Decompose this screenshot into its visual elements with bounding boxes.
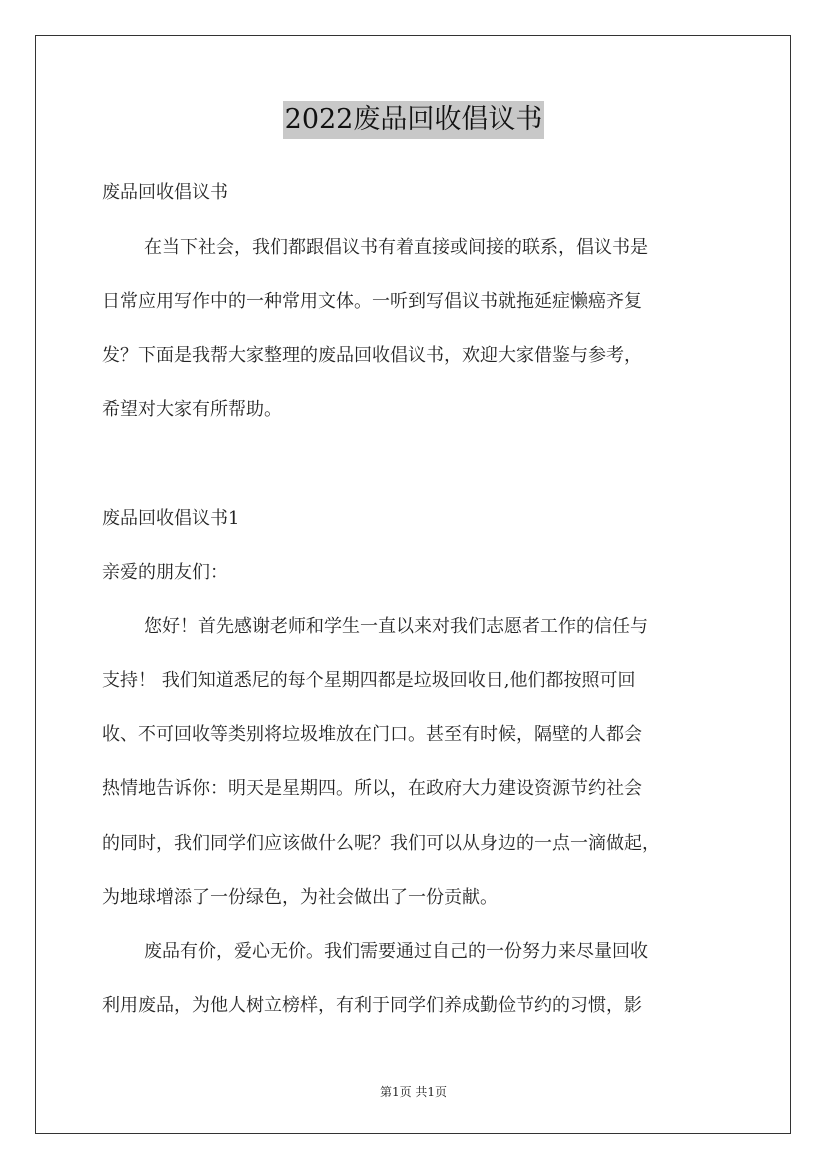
section-heading: 废品回收倡议书 bbox=[102, 182, 228, 203]
title-container bbox=[0, 101, 827, 139]
paragraph-line: 您好！首先感谢老师和学生一直以来对我们志愿者工作的信任与 bbox=[144, 616, 648, 637]
paragraph-line: 发？下面是我帮大家整理的废品回收倡议书，欢迎大家借鉴与参考， bbox=[102, 345, 642, 366]
paragraph-line: 日常应用写作中的一种常用文体。一听到写倡议书就拖延症懒癌齐复 bbox=[102, 291, 642, 312]
document-title: 2022废品回收倡议书 bbox=[283, 101, 545, 139]
paragraph-line: 希望对大家有所帮助。 bbox=[102, 399, 282, 420]
paragraph-line: 收、不可回收等类别将垃圾堆放在门口。甚至有时候，隔壁的人都会 bbox=[102, 724, 642, 745]
salutation: 亲爱的朋友们： bbox=[102, 562, 228, 583]
paragraph-line: 利用废品，为他人树立榜样，有利于同学们养成勤俭节约的习惯，影 bbox=[102, 995, 642, 1016]
paragraph-line: 热情地告诉你：明天是星期四。所以，在政府大力建设资源节约社会 bbox=[102, 778, 642, 799]
paragraph-line: 在当下社会，我们都跟倡议书有着直接或间接的联系，倡议书是 bbox=[144, 237, 648, 258]
section-heading: 废品回收倡议书1 bbox=[102, 508, 240, 529]
paragraph-line: 废品有价，爱心无价。我们需要通过自己的一份努力来尽量回收 bbox=[144, 941, 648, 962]
paragraph-line: 为地球增添了一份绿色，为社会做出了一份贡献。 bbox=[102, 887, 498, 908]
paragraph-line: 的同时，我们同学们应该做什么呢？我们可以从身边的一点一滴做起， bbox=[102, 833, 660, 854]
page-number: 第1页 共1页 bbox=[379, 1085, 448, 1099]
paragraph-line: 支持！ 我们知道悉尼的每个星期四都是垃圾回收日,他们都按照可回 bbox=[102, 670, 636, 691]
